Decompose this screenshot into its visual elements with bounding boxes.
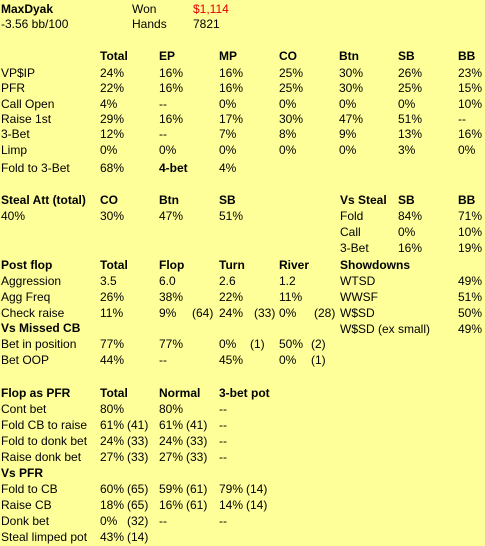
checkraise-cell: 11% xyxy=(100,306,124,320)
bet-in-position-cell: 77% xyxy=(159,337,184,351)
bet-oop-label: Bet OOP xyxy=(1,353,50,367)
preflop-cell: 0% xyxy=(100,142,118,157)
vs-pfr-cell: (32) xyxy=(127,514,149,528)
vs-pfr-cell: 60% xyxy=(100,482,125,496)
aggression-cell: 3.5 xyxy=(100,274,117,288)
aggression-cell: 2.6 xyxy=(219,274,236,288)
postflop-header: Flop xyxy=(159,258,185,272)
won-label: Won xyxy=(132,2,157,16)
showdowns-label: Showdowns xyxy=(340,258,410,272)
preflop-cell: 30% xyxy=(339,66,364,80)
flop-pfr-cell: -- xyxy=(219,418,227,432)
preflop-cell: 13% xyxy=(398,127,423,142)
flop-pfr-cell: 61% xyxy=(159,418,184,432)
preflop-cell: 9% xyxy=(339,127,357,142)
preflop-cell: 25% xyxy=(398,81,423,96)
vs-steal-header: SB xyxy=(398,193,415,207)
vs-steal-row-label: Call xyxy=(340,225,361,239)
preflop-cell: 4% xyxy=(100,96,118,111)
vs-pfr-row-label: Raise CB xyxy=(1,498,52,512)
vs-pfr-cell: 14% xyxy=(219,498,244,512)
showdown-row-value: 49% xyxy=(458,322,483,336)
flop-pfr-cell: (33) xyxy=(127,450,149,464)
preflop-cell: 25% xyxy=(279,81,304,96)
showdown-row-label: WWSF xyxy=(340,290,378,304)
aggression-label: Aggression xyxy=(1,274,62,288)
vs-pfr-cell: 59% xyxy=(159,482,184,496)
postflop-header: River xyxy=(279,258,310,272)
aggression-cell: 1.2 xyxy=(279,274,296,288)
postflop-header: Total xyxy=(100,258,128,272)
fold-3bet-label: Fold to 3-Bet xyxy=(1,161,70,175)
flop-pfr-row-label: Fold CB to raise xyxy=(1,418,88,432)
vs-pfr-cell: -- xyxy=(159,514,167,528)
preflop-cell: -- xyxy=(159,96,167,111)
steal-att-value: 51% xyxy=(219,209,244,223)
aggfreq-label: Agg Freq xyxy=(1,290,51,304)
preflop-cell: 16% xyxy=(159,81,184,96)
vs-pfr-cell: 43% xyxy=(100,530,125,544)
preflop-cell: 47% xyxy=(339,111,364,126)
preflop-cell: 30% xyxy=(279,111,304,126)
vs-steal-cell: 19% xyxy=(458,241,483,255)
vs-pfr-row-label: Fold to CB xyxy=(1,482,58,496)
flop-pfr-cell: 24% xyxy=(159,434,184,448)
checkraise-cell: (33) xyxy=(254,306,276,320)
preflop-header: EP xyxy=(159,49,176,63)
flop-pfr-cell: 80% xyxy=(159,402,184,416)
flop-pfr-cell: -- xyxy=(219,402,227,416)
checkraise-cell: (64) xyxy=(192,306,214,320)
bet-oop-cell: 44% xyxy=(100,353,125,367)
aggfreq-cell: 22% xyxy=(219,290,244,304)
preflop-cell: 0% xyxy=(398,96,416,111)
vs-pfr-cell: 16% xyxy=(159,498,184,512)
winrate: -3.56 bb/100 xyxy=(1,17,69,31)
preflop-cell: 51% xyxy=(398,111,423,126)
steal-att-value: 47% xyxy=(159,209,184,223)
preflop-cell: 16% xyxy=(159,111,184,126)
preflop-cell: 0% xyxy=(219,142,237,157)
bet-oop-cell: (1) xyxy=(311,353,326,367)
steal-att-header: Btn xyxy=(159,193,179,207)
preflop-cell: 0% xyxy=(219,96,237,111)
vs-pfr-cell: (65) xyxy=(127,482,149,496)
bet-oop-cell: 45% xyxy=(219,353,244,367)
bet-oop-cell: 0% xyxy=(279,353,297,367)
preflop-cell: 24% xyxy=(100,66,125,80)
steal-att-header: CO xyxy=(100,193,118,207)
vs-pfr-label: Vs PFR xyxy=(1,466,44,480)
preflop-cell: 10% xyxy=(458,96,483,111)
preflop-cell: 7% xyxy=(219,127,237,142)
aggfreq-cell: 11% xyxy=(279,290,303,304)
preflop-cell: 3% xyxy=(398,142,416,157)
flop-pfr-label: Flop as PFR xyxy=(1,386,71,400)
vs-steal-label: Vs Steal xyxy=(340,193,387,207)
preflop-cell: 0% xyxy=(339,142,357,157)
preflop-header: BB xyxy=(458,49,476,63)
preflop-cell: 16% xyxy=(219,81,244,96)
preflop-cell: -- xyxy=(458,111,466,126)
preflop-cell: 29% xyxy=(100,111,125,126)
flop-pfr-header: Total xyxy=(100,386,128,400)
preflop-header: Total xyxy=(100,49,128,63)
bet-in-position-cell: 50% xyxy=(279,337,304,351)
vs-pfr-cell: 79% xyxy=(219,482,244,496)
preflop-cell: 16% xyxy=(458,127,483,142)
checkraise-label: Check raise xyxy=(1,306,65,320)
checkraise-cell: 24% xyxy=(219,306,244,320)
preflop-header: MP xyxy=(219,49,237,63)
preflop-cell: 0% xyxy=(458,142,476,157)
preflop-row-label: Limp xyxy=(1,142,28,157)
preflop-cell: 16% xyxy=(159,66,184,80)
preflop-cell: 17% xyxy=(219,111,244,126)
flop-pfr-cell: 24% xyxy=(100,434,125,448)
preflop-cell: 15% xyxy=(458,81,483,96)
fold-3bet-value: 68% xyxy=(100,161,125,175)
preflop-cell: 0% xyxy=(279,142,297,157)
vs-steal-cell: 16% xyxy=(398,241,423,255)
vs-pfr-cell: (14) xyxy=(246,498,268,512)
vs-pfr-cell: 0% xyxy=(100,514,118,528)
preflop-cell: 12% xyxy=(100,127,125,142)
bet-in-position-label: Bet in position xyxy=(1,337,77,351)
vs-pfr-cell: (61) xyxy=(186,498,208,512)
flop-pfr-cell: (41) xyxy=(127,418,149,432)
preflop-cell: 0% xyxy=(339,96,357,111)
vs-steal-row-label: Fold xyxy=(340,209,364,223)
showdown-row-label: W$SD xyxy=(340,306,375,320)
player-name: MaxDyak xyxy=(1,2,54,16)
flop-pfr-cell: (33) xyxy=(127,434,149,448)
showdown-row-label: WTSD xyxy=(340,274,376,288)
showdown-row-value: 51% xyxy=(458,290,483,304)
bet-oop-cell: -- xyxy=(159,353,167,367)
flop-pfr-row-label: Cont bet xyxy=(1,402,47,416)
vs-pfr-cell: 18% xyxy=(100,498,125,512)
preflop-header: SB xyxy=(398,49,415,63)
checkraise-cell: (28) xyxy=(314,306,336,320)
vs-pfr-cell: (14) xyxy=(127,530,149,544)
vs-steal-cell: 10% xyxy=(458,225,483,239)
flop-pfr-cell: 80% xyxy=(100,402,125,416)
preflop-cell: 0% xyxy=(159,142,177,157)
steal-att-header: SB xyxy=(219,193,236,207)
flop-pfr-cell: 27% xyxy=(100,450,125,464)
preflop-row-label: 3-Bet xyxy=(1,127,30,142)
vs-pfr-cell: (61) xyxy=(186,482,208,496)
vs-steal-row-label: 3-Bet xyxy=(340,241,369,255)
won-value: $1,114 xyxy=(193,2,229,16)
preflop-cell: 26% xyxy=(398,66,423,80)
preflop-cell: 30% xyxy=(339,81,364,96)
checkraise-cell: 9% xyxy=(159,306,177,320)
preflop-cell: 0% xyxy=(279,96,297,111)
aggfreq-cell: 38% xyxy=(159,290,184,304)
vs-pfr-row-label: Donk bet xyxy=(1,514,50,528)
hands-value: 7821 xyxy=(193,17,220,31)
preflop-row-label: Call Open xyxy=(1,96,55,111)
preflop-row-label: Raise 1st xyxy=(1,111,52,126)
flop-pfr-row-label: Fold to donk bet xyxy=(1,434,88,448)
preflop-header: Btn xyxy=(339,49,359,63)
flop-pfr-row-label: Raise donk bet xyxy=(1,450,82,464)
vs-pfr-row-label: Steal limped pot xyxy=(1,530,88,544)
bet-in-position-cell: 77% xyxy=(100,337,125,351)
preflop-row-label: PFR xyxy=(1,81,25,96)
vs-steal-header: BB xyxy=(458,193,476,207)
postflop-header: Turn xyxy=(219,258,245,272)
missed-cb-label: Vs Missed CB xyxy=(1,321,81,335)
flop-pfr-cell: 61% xyxy=(100,418,125,432)
vs-steal-cell: 0% xyxy=(398,225,416,239)
flop-pfr-cell: -- xyxy=(219,434,227,448)
vs-pfr-cell: (14) xyxy=(246,482,268,496)
flop-pfr-cell: (41) xyxy=(186,418,208,432)
flop-pfr-cell: (33) xyxy=(186,450,208,464)
vs-steal-cell: 84% xyxy=(398,209,423,223)
steal-att-value: 30% xyxy=(100,209,125,223)
aggression-cell: 6.0 xyxy=(159,274,176,288)
flop-pfr-header: 3-bet pot xyxy=(219,386,270,400)
preflop-header: CO xyxy=(279,49,297,63)
bet-in-position-cell: (2) xyxy=(311,337,326,351)
hands-label: Hands xyxy=(132,17,167,31)
postflop-label: Post flop xyxy=(1,258,53,272)
preflop-cell: 8% xyxy=(279,127,297,142)
vs-steal-cell: 71% xyxy=(458,209,483,223)
preflop-row-label: VP$IP xyxy=(1,66,36,80)
showdown-row-value: 50% xyxy=(458,306,483,320)
fourbet-label: 4-bet xyxy=(159,161,188,175)
steal-att-total: 40% xyxy=(1,209,26,223)
preflop-cell: 22% xyxy=(100,81,125,96)
checkraise-cell: 0% xyxy=(279,306,297,320)
showdown-row-label: W$SD (ex small) xyxy=(340,322,431,336)
bet-in-position-cell: (1) xyxy=(250,337,265,351)
preflop-cell: -- xyxy=(159,127,167,142)
showdown-row-value: 49% xyxy=(458,274,483,288)
bet-in-position-cell: 0% xyxy=(219,337,237,351)
aggfreq-cell: 26% xyxy=(100,290,125,304)
preflop-cell: 25% xyxy=(279,66,304,80)
vs-pfr-cell: -- xyxy=(219,514,227,528)
flop-pfr-cell: 27% xyxy=(159,450,184,464)
steal-att-label: Steal Att (total) xyxy=(1,193,86,207)
preflop-cell: 23% xyxy=(458,66,483,80)
flop-pfr-cell: -- xyxy=(219,450,227,464)
vs-pfr-cell: (65) xyxy=(127,498,149,512)
fourbet-value: 4% xyxy=(219,161,237,175)
preflop-cell: 16% xyxy=(219,66,244,80)
flop-pfr-cell: (33) xyxy=(186,434,208,448)
flop-pfr-header: Normal xyxy=(159,386,201,400)
